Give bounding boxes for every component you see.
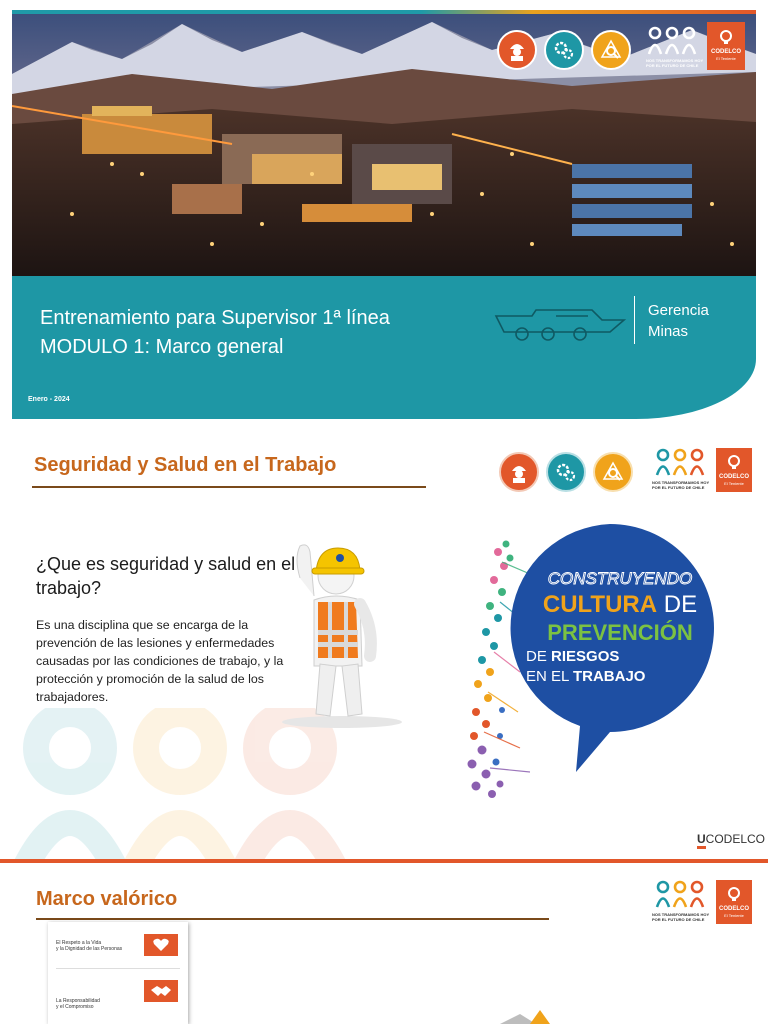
people-888-logo [654, 880, 706, 913]
search-icon [591, 30, 631, 70]
value-item-respeto: El Respeto a la Vida y la Dignidad de las Personas [56, 940, 123, 952]
logo-tagline: NOS TRANSFORMAMOS HOY POR EL FUTURO DE CHILE [652, 480, 710, 490]
background-888-deco [0, 708, 380, 860]
title-underline [32, 486, 426, 488]
gerencia-label: Gerencia Minas [648, 302, 709, 340]
svg-text:CULTURA DE: CULTURA DE [542, 591, 698, 618]
svg-text:PREVENCIÓN: PREVENCIÓN [547, 620, 693, 645]
date-label: Enero - 2024 [28, 396, 70, 403]
slide-seguridad-salud [0, 428, 768, 860]
gerencia-divider [634, 296, 635, 344]
logo-tagline: NOS TRANSFORMAMOS HOY POR EL FUTURO DE CHILE [646, 58, 704, 68]
chile-dots-map [468, 541, 514, 799]
decorative-shape [500, 1010, 560, 1024]
slide-title: Marco valórico [36, 888, 178, 910]
top-accent-line [0, 860, 768, 863]
title-band [12, 276, 756, 419]
gears-icon [544, 30, 584, 70]
codelco-logo: CODELCO El Teniente [716, 448, 752, 492]
mining-truck-icon [492, 306, 628, 347]
construyendo-cultura-badge [460, 522, 722, 808]
svg-text:EN EL TRABAJO: EN EL TRABAJO [526, 668, 646, 685]
mine-night-photo [12, 14, 756, 276]
definition-text: Es una disciplina que se encarga de la prevención de las lesiones y enfermedades causadas por las condiciones de trabajo, y la protección y promoción de la salud de los trabajadores. [36, 618, 284, 704]
title-underline [36, 918, 549, 920]
worker-icon [499, 452, 539, 492]
heart-hand-icon [144, 934, 178, 956]
worker-icon [497, 30, 537, 70]
codelco-logo: CODELCO El Teniente [716, 880, 752, 924]
search-icon [593, 452, 633, 492]
question-heading: ¿Que es seguridad y salud en el trabajo? [36, 554, 296, 598]
value-separator [56, 968, 180, 969]
ucodelco-footer-logo: UCODELCO [697, 832, 765, 846]
svg-text:DE RIESGOS: DE RIESGOS [526, 648, 620, 665]
slide-cover [0, 0, 768, 428]
people-888-logo [646, 26, 698, 61]
presentation-title: Entrenamiento para Supervisor 1ª línea MODULO 1: Marco general [40, 307, 390, 358]
value-item-responsabilidad: La Responsabilidad y el Compromiso [56, 998, 100, 1010]
svg-text:CONSTRUYENDO: CONSTRUYENDO [547, 569, 693, 588]
values-card [48, 922, 188, 1024]
worker-figure-illustration [270, 538, 404, 728]
handshake-icon [144, 980, 178, 1002]
logo-tagline: NOS TRANSFORMAMOS HOY POR EL FUTURO DE CHILE [652, 912, 710, 922]
codelco-logo: CODELCO El Teniente [707, 22, 745, 70]
gears-icon [546, 452, 586, 492]
slide-marco-valorico [0, 860, 768, 1024]
people-888-logo [654, 448, 706, 481]
slide-title: Seguridad y Salud en el Trabajo [34, 454, 337, 476]
